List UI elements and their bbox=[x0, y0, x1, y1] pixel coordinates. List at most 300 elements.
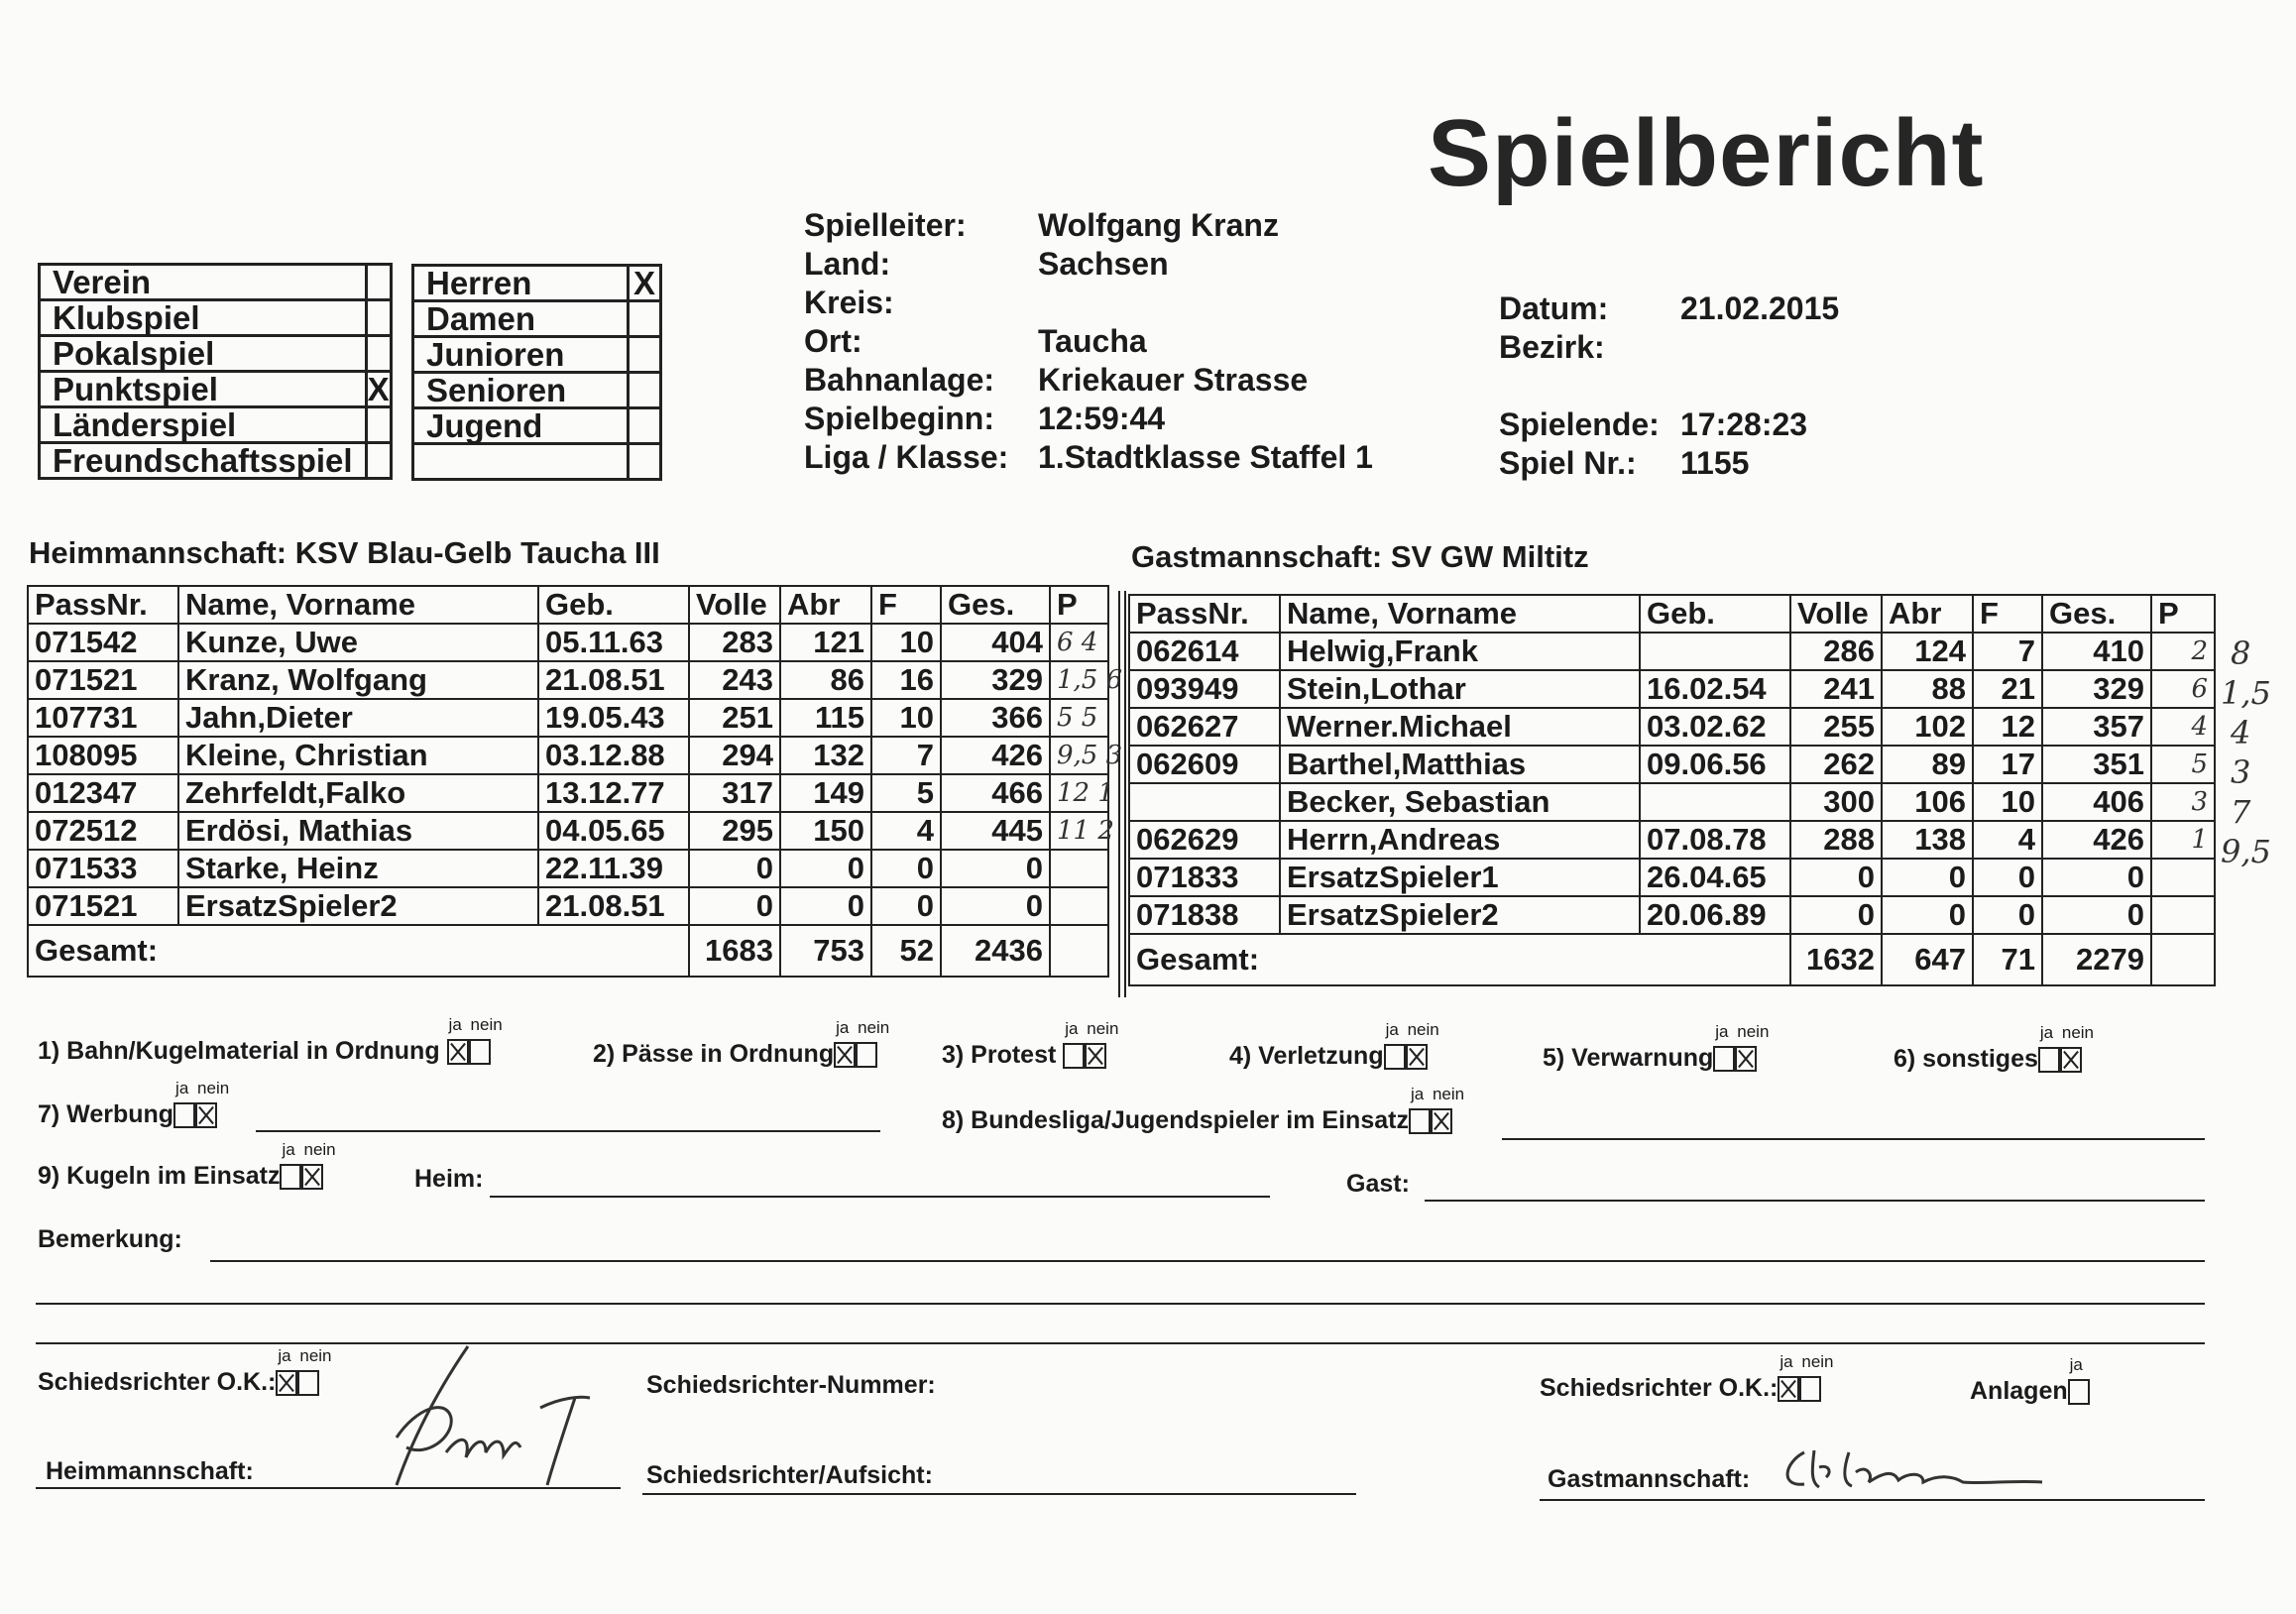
geb-cell: 07.08.78 bbox=[1640, 821, 1790, 859]
total-abr: 647 bbox=[1882, 934, 1973, 985]
p-cell: 1,5 6 bbox=[1050, 661, 1108, 699]
checkbox-nein[interactable] bbox=[301, 1164, 323, 1190]
question-label: 5) Verwarnung bbox=[1543, 1044, 1714, 1072]
game-type-check[interactable] bbox=[366, 265, 391, 300]
checkbox-nein[interactable] bbox=[1799, 1376, 1821, 1402]
checkbox-nein[interactable] bbox=[1431, 1108, 1452, 1134]
volle-cell: 300 bbox=[1790, 783, 1882, 821]
home-col-header: Volle bbox=[689, 586, 780, 624]
table-row bbox=[28, 812, 1108, 850]
total-label: Gesamt: bbox=[28, 925, 689, 977]
abr-cell: 0 bbox=[780, 887, 871, 925]
p-cell bbox=[2151, 896, 2215, 934]
game-type-check[interactable]: X bbox=[367, 371, 390, 407]
table-row bbox=[28, 887, 1108, 925]
kreis-label: Kreis: bbox=[804, 285, 894, 320]
f-cell: 4 bbox=[871, 812, 941, 850]
pass-cell: 108095 bbox=[28, 737, 178, 774]
guest-col-header: PassNr. bbox=[1129, 595, 1280, 633]
question-6 bbox=[1894, 1023, 2095, 1074]
question-label: 6) sonstiges bbox=[1894, 1045, 2038, 1073]
spielnr-value: 1155 bbox=[1680, 445, 1750, 481]
home-col-header: Abr bbox=[780, 586, 871, 624]
pass-cell: 071521 bbox=[28, 887, 178, 925]
question-2 bbox=[593, 1018, 890, 1069]
volle-cell: 243 bbox=[689, 661, 780, 699]
f-cell: 21 bbox=[1973, 670, 2042, 708]
pass-cell: 093949 bbox=[1129, 670, 1280, 708]
geb-cell: 21.08.51 bbox=[538, 887, 689, 925]
f-cell: 10 bbox=[1973, 783, 2042, 821]
abr-cell: 150 bbox=[780, 812, 871, 850]
geb-cell bbox=[1640, 783, 1790, 821]
gast-line[interactable] bbox=[1425, 1200, 2205, 1202]
bahnanlage-value: Kriekauer Strasse bbox=[1038, 362, 1309, 398]
liga-label: Liga / Klasse: bbox=[804, 439, 1009, 475]
abr-cell: 86 bbox=[780, 661, 871, 699]
land-value: Sachsen bbox=[1038, 246, 1169, 282]
land-label: Land: bbox=[804, 246, 891, 282]
f-cell: 10 bbox=[871, 699, 941, 737]
name-cell: ErsatzSpieler1 bbox=[1280, 859, 1640, 896]
spielleiter-value: Wolfgang Kranz bbox=[1038, 207, 1279, 243]
handwritten-mark: 7 bbox=[2231, 793, 2251, 831]
name-cell: Jahn,Dieter bbox=[178, 699, 538, 737]
ges-cell: 466 bbox=[941, 774, 1050, 812]
handwritten-mark: 4 bbox=[2231, 714, 2251, 751]
f-cell: 16 bbox=[871, 661, 941, 699]
volle-cell: 295 bbox=[689, 812, 780, 850]
bemerkung-line[interactable] bbox=[36, 1342, 2205, 1344]
guest-col-header: Volle bbox=[1790, 595, 1882, 633]
checkbox-ja[interactable] bbox=[1063, 1043, 1085, 1069]
question-label: 2) Pässe in Ordnung bbox=[593, 1040, 835, 1068]
ja-label: ja bbox=[836, 1018, 850, 1037]
guest-signature bbox=[1775, 1442, 2062, 1502]
pass-cell: 071533 bbox=[28, 850, 178, 887]
pass-cell: 072512 bbox=[28, 812, 178, 850]
geb-cell bbox=[1640, 633, 1790, 670]
p-cell: 6 4 bbox=[1050, 624, 1108, 661]
volle-cell: 0 bbox=[1790, 896, 1882, 934]
geb-cell: 04.05.65 bbox=[538, 812, 689, 850]
name-cell: ErsatzSpieler2 bbox=[1280, 896, 1640, 934]
pass-cell: 012347 bbox=[28, 774, 178, 812]
pass-cell: 062627 bbox=[1129, 708, 1280, 746]
f-cell: 0 bbox=[1973, 896, 2042, 934]
name-cell: Herrn,Andreas bbox=[1280, 821, 1640, 859]
volle-cell: 294 bbox=[689, 737, 780, 774]
page-title: Spielbericht bbox=[1428, 100, 1985, 206]
name-cell: Kranz, Wolfgang bbox=[178, 661, 538, 699]
nein-label: nein bbox=[2061, 1023, 2095, 1042]
table-row bbox=[1129, 783, 2215, 821]
ja-label: ja bbox=[1779, 1352, 1793, 1371]
ges-cell: 426 bbox=[2042, 821, 2151, 859]
heim-label: Heim: bbox=[414, 1165, 484, 1193]
abr-cell: 106 bbox=[1882, 783, 1973, 821]
ges-cell: 366 bbox=[941, 699, 1050, 737]
guest-table bbox=[1128, 594, 2216, 986]
geb-cell: 20.06.89 bbox=[1640, 896, 1790, 934]
game-type-label: Klubspiel bbox=[40, 300, 367, 336]
table-row bbox=[28, 661, 1108, 699]
checkbox-ja[interactable] bbox=[447, 1039, 469, 1065]
geb-cell: 13.12.77 bbox=[538, 774, 689, 812]
p-cell: 5 5 bbox=[1050, 699, 1108, 737]
checkbox-ja[interactable] bbox=[834, 1042, 856, 1068]
home-col-header: Geb. bbox=[538, 586, 689, 624]
ges-cell: 0 bbox=[941, 887, 1050, 925]
f-cell: 5 bbox=[871, 774, 941, 812]
question-label: 8) Bundesliga/Jugendspieler im Einsatz bbox=[942, 1106, 1409, 1134]
volle-cell: 262 bbox=[1790, 746, 1882, 783]
question-7 bbox=[38, 1079, 230, 1129]
table-row bbox=[1129, 670, 2215, 708]
p-cell bbox=[1050, 850, 1108, 887]
game-type-label: Länderspiel bbox=[40, 407, 367, 443]
volle-cell: 0 bbox=[689, 887, 780, 925]
date-info bbox=[1499, 289, 1839, 367]
name-cell: Erdösi, Mathias bbox=[178, 812, 538, 850]
nein-label: nein bbox=[1737, 1022, 1770, 1041]
checkbox-ja[interactable] bbox=[1384, 1044, 1406, 1070]
category-check[interactable] bbox=[629, 408, 661, 444]
p-cell: 12 1 bbox=[1050, 774, 1108, 812]
table-row bbox=[28, 737, 1108, 774]
spielnr-label: Spiel Nr.: bbox=[1499, 445, 1637, 481]
guest-col-header: Name, Vorname bbox=[1280, 595, 1640, 633]
match-info bbox=[804, 206, 1373, 477]
guest-col-header: Abr bbox=[1882, 595, 1973, 633]
geb-cell: 26.04.65 bbox=[1640, 859, 1790, 896]
abr-cell: 124 bbox=[1882, 633, 1973, 670]
total-abr: 753 bbox=[780, 925, 871, 977]
checkbox-nein[interactable] bbox=[195, 1102, 217, 1128]
abr-cell: 0 bbox=[780, 850, 871, 887]
abr-cell: 102 bbox=[1882, 708, 1973, 746]
category-check[interactable] bbox=[629, 444, 661, 480]
abr-cell: 0 bbox=[1882, 896, 1973, 934]
ja-label: ja bbox=[278, 1346, 291, 1365]
handwritten-mark: 1,5 bbox=[2221, 674, 2271, 712]
question-8 bbox=[942, 1085, 1465, 1135]
handwritten-mark: 9,5 bbox=[2221, 833, 2271, 870]
datum-value: 21.02.2015 bbox=[1680, 290, 1840, 326]
question-9 bbox=[38, 1140, 336, 1191]
table-row bbox=[28, 699, 1108, 737]
pass-cell bbox=[1129, 783, 1280, 821]
abr-cell: 149 bbox=[780, 774, 871, 812]
name-cell: Kleine, Christian bbox=[178, 737, 538, 774]
werbung-line[interactable] bbox=[256, 1130, 880, 1132]
category-check[interactable] bbox=[629, 337, 661, 373]
ges-cell: 404 bbox=[941, 624, 1050, 661]
total-volle: 1632 bbox=[1790, 934, 1882, 985]
f-cell: 12 bbox=[1973, 708, 2042, 746]
p-cell: 9,5 3 bbox=[1050, 737, 1108, 774]
geb-cell: 09.06.56 bbox=[1640, 746, 1790, 783]
f-cell: 7 bbox=[1973, 633, 2042, 670]
gastmannschaft-label: Gastmannschaft: bbox=[1548, 1465, 1751, 1493]
ja-label: ja bbox=[1715, 1022, 1729, 1041]
ja-label: ja bbox=[175, 1079, 189, 1097]
category-check[interactable] bbox=[629, 373, 661, 408]
ges-cell: 329 bbox=[941, 661, 1050, 699]
ja-label: ja bbox=[282, 1140, 295, 1159]
handwritten-mark: 8 bbox=[2231, 634, 2251, 672]
table-row bbox=[28, 774, 1108, 812]
geb-cell: 03.12.88 bbox=[538, 737, 689, 774]
total-p bbox=[1050, 925, 1108, 977]
volle-cell: 241 bbox=[1790, 670, 1882, 708]
geb-cell: 21.08.51 bbox=[538, 661, 689, 699]
checkbox-ja[interactable] bbox=[1409, 1108, 1431, 1134]
checkbox-nein[interactable] bbox=[1735, 1046, 1757, 1072]
ges-cell: 0 bbox=[2042, 859, 2151, 896]
sr-nummer-label: Schiedsrichter-Nummer: bbox=[646, 1371, 936, 1399]
abr-cell: 88 bbox=[1882, 670, 1973, 708]
checkbox-ja[interactable] bbox=[1778, 1376, 1799, 1402]
p-cell: 11 2 bbox=[1050, 812, 1108, 850]
nein-label: nein bbox=[1801, 1352, 1834, 1371]
datum-label: Datum: bbox=[1499, 290, 1609, 326]
volle-cell: 251 bbox=[689, 699, 780, 737]
anlagen-label: Anlagen bbox=[1970, 1377, 2068, 1405]
question-label: 3) Protest bbox=[942, 1041, 1057, 1069]
geb-cell: 22.11.39 bbox=[538, 850, 689, 887]
category-label: Damen bbox=[413, 301, 629, 337]
heimmannschaft-line[interactable] bbox=[36, 1487, 621, 1489]
p-cell: 3 bbox=[2151, 783, 2215, 821]
nein-label: nein bbox=[303, 1140, 336, 1159]
sr-ok-label: Schiedsrichter O.K.: bbox=[38, 1368, 277, 1396]
spielende-label: Spielende: bbox=[1499, 406, 1660, 442]
name-cell: Helwig,Frank bbox=[1280, 633, 1640, 670]
name-cell: Werner.Michael bbox=[1280, 708, 1640, 746]
game-type-label: Pokalspiel bbox=[40, 336, 367, 372]
total-p bbox=[2151, 934, 2215, 985]
sr-ok-guest bbox=[1540, 1352, 1834, 1403]
category-check[interactable] bbox=[629, 301, 661, 337]
game-type-label: Freundschaftsspiel bbox=[40, 443, 367, 479]
game-type-check[interactable] bbox=[366, 407, 391, 443]
abr-cell: 138 bbox=[1882, 821, 1973, 859]
volle-cell: 0 bbox=[689, 850, 780, 887]
volle-cell: 283 bbox=[689, 624, 780, 661]
checkbox-nein[interactable] bbox=[297, 1370, 319, 1396]
ges-cell: 0 bbox=[941, 850, 1050, 887]
home-col-header: Ges. bbox=[941, 586, 1050, 624]
table-row bbox=[1129, 896, 2215, 934]
guest-col-header: Ges. bbox=[2042, 595, 2151, 633]
home-col-header: PassNr. bbox=[28, 586, 178, 624]
spielbeginn-value: 12:59:44 bbox=[1038, 401, 1166, 436]
checkbox-nein[interactable] bbox=[2060, 1047, 2082, 1073]
checkbox-ja[interactable] bbox=[280, 1164, 301, 1190]
name-cell: Kunze, Uwe bbox=[178, 624, 538, 661]
table-divider bbox=[1118, 591, 1126, 997]
f-cell: 0 bbox=[1973, 859, 2042, 896]
pass-cell: 071521 bbox=[28, 661, 178, 699]
anlagen bbox=[1970, 1355, 2090, 1406]
f-cell: 0 bbox=[871, 850, 941, 887]
handwritten-mark: 3 bbox=[2231, 753, 2251, 791]
game-type-check[interactable] bbox=[366, 336, 391, 372]
question-5 bbox=[1543, 1022, 1770, 1073]
table-row bbox=[1129, 746, 2215, 783]
pass-cell: 107731 bbox=[28, 699, 178, 737]
spielbeginn-label: Spielbeginn: bbox=[804, 401, 994, 436]
total-row bbox=[28, 925, 1108, 977]
p-cell: 6 bbox=[2151, 670, 2215, 708]
volle-cell: 255 bbox=[1790, 708, 1882, 746]
bemerkung-label: Bemerkung: bbox=[38, 1225, 182, 1253]
nein-label: nein bbox=[1087, 1019, 1119, 1038]
category-label: Senioren bbox=[413, 373, 629, 408]
liga-value: 1.Stadtklasse Staffel 1 bbox=[1038, 439, 1373, 475]
table-row bbox=[28, 624, 1108, 661]
geb-cell: 16.02.54 bbox=[1640, 670, 1790, 708]
ja-label: ja bbox=[1410, 1085, 1425, 1103]
checkbox-nein[interactable] bbox=[1085, 1043, 1106, 1069]
table-row bbox=[1129, 708, 2215, 746]
question-label: 1) Bahn/Kugelmaterial in Ordnung bbox=[38, 1037, 440, 1065]
volle-cell: 317 bbox=[689, 774, 780, 812]
home-col-header: P bbox=[1050, 586, 1108, 624]
checkbox-ja[interactable] bbox=[2038, 1047, 2060, 1073]
heim-line[interactable] bbox=[490, 1196, 1270, 1198]
total-row bbox=[1129, 934, 2215, 985]
time-info bbox=[1499, 405, 1807, 483]
nein-label: nein bbox=[1407, 1020, 1439, 1039]
category-box bbox=[411, 264, 662, 481]
bahnanlage-label: Bahnanlage: bbox=[804, 362, 995, 398]
category-label: Herren bbox=[413, 266, 629, 301]
nein-label: nein bbox=[197, 1079, 230, 1097]
pass-cell: 071542 bbox=[28, 624, 178, 661]
bundesliga-line[interactable] bbox=[1502, 1138, 2205, 1140]
p-cell bbox=[1050, 887, 1108, 925]
f-cell: 10 bbox=[871, 624, 941, 661]
ges-cell: 426 bbox=[941, 737, 1050, 774]
ges-cell: 357 bbox=[2042, 708, 2151, 746]
table-row bbox=[1129, 633, 2215, 670]
checkbox-ja[interactable] bbox=[276, 1370, 297, 1396]
pass-cell: 062614 bbox=[1129, 633, 1280, 670]
p-cell: 2 bbox=[2151, 633, 2215, 670]
sr-aufsicht-line[interactable] bbox=[642, 1493, 1356, 1495]
p-cell: 4 bbox=[2151, 708, 2215, 746]
total-ges: 2436 bbox=[941, 925, 1050, 977]
home-col-header: F bbox=[871, 586, 941, 624]
game-type-check[interactable] bbox=[366, 300, 391, 336]
question-label: 7) Werbung bbox=[38, 1100, 174, 1128]
home-team-label: Heimmannschaft: KSV Blau-Gelb Taucha III bbox=[29, 535, 660, 570]
nein-label: nein bbox=[1432, 1085, 1465, 1103]
category-check[interactable]: X bbox=[629, 266, 661, 301]
spielende-value: 17:28:23 bbox=[1680, 406, 1808, 442]
checkbox-ja[interactable] bbox=[173, 1102, 195, 1128]
name-cell: Barthel,Matthias bbox=[1280, 746, 1640, 783]
bezirk-label: Bezirk: bbox=[1499, 329, 1605, 365]
f-cell: 17 bbox=[1973, 746, 2042, 783]
abr-cell: 0 bbox=[1882, 859, 1973, 896]
sr-ok-label: Schiedsrichter O.K.: bbox=[1540, 1374, 1779, 1402]
question-4 bbox=[1229, 1020, 1439, 1071]
ja-label: ja bbox=[448, 1015, 462, 1034]
pass-cell: 071838 bbox=[1129, 896, 1280, 934]
f-cell: 7 bbox=[871, 737, 941, 774]
pass-cell: 062609 bbox=[1129, 746, 1280, 783]
total-volle: 1683 bbox=[689, 925, 780, 977]
question-label: 9) Kugeln im Einsatz bbox=[38, 1162, 281, 1190]
abr-cell: 89 bbox=[1882, 746, 1973, 783]
geb-cell: 03.02.62 bbox=[1640, 708, 1790, 746]
guest-col-header: Geb. bbox=[1640, 595, 1790, 633]
question-1 bbox=[38, 1015, 503, 1066]
geb-cell: 19.05.43 bbox=[538, 699, 689, 737]
abr-cell: 132 bbox=[780, 737, 871, 774]
game-type-check[interactable] bbox=[366, 443, 391, 479]
nein-label: nein bbox=[299, 1346, 332, 1365]
abr-cell: 115 bbox=[780, 699, 871, 737]
total-ges: 2279 bbox=[2042, 934, 2151, 985]
ja-label: ja bbox=[1385, 1020, 1399, 1039]
game-type-box bbox=[38, 263, 393, 480]
sr-ok-home bbox=[38, 1346, 332, 1397]
p-cell: 5 bbox=[2151, 746, 2215, 783]
ja-label: ja bbox=[2069, 1355, 2083, 1374]
total-f: 71 bbox=[1973, 934, 2042, 985]
ges-cell: 329 bbox=[2042, 670, 2151, 708]
category-label: Junioren bbox=[413, 337, 629, 373]
checkbox-ja[interactable] bbox=[2068, 1379, 2090, 1405]
checkbox-nein[interactable] bbox=[856, 1042, 877, 1068]
heimmannschaft-label: Heimmannschaft: bbox=[46, 1457, 254, 1485]
table-row bbox=[28, 850, 1108, 887]
spielleiter-label: Spielleiter: bbox=[804, 207, 967, 243]
geb-cell: 05.11.63 bbox=[538, 624, 689, 661]
volle-cell: 286 bbox=[1790, 633, 1882, 670]
pass-cell: 071833 bbox=[1129, 859, 1280, 896]
p-cell bbox=[2151, 859, 2215, 896]
total-label: Gesamt: bbox=[1129, 934, 1790, 985]
checkbox-nein[interactable] bbox=[469, 1039, 491, 1065]
abr-cell: 121 bbox=[780, 624, 871, 661]
f-cell: 4 bbox=[1973, 821, 2042, 859]
name-cell: Starke, Heinz bbox=[178, 850, 538, 887]
checkbox-nein[interactable] bbox=[1406, 1044, 1428, 1070]
f-cell: 0 bbox=[871, 887, 941, 925]
question-label: 4) Verletzung bbox=[1229, 1042, 1384, 1070]
home-table bbox=[27, 585, 1123, 978]
ges-cell: 351 bbox=[2042, 746, 2151, 783]
category-label bbox=[413, 444, 629, 480]
nein-label: nein bbox=[858, 1018, 890, 1037]
bemerkung-line[interactable] bbox=[210, 1260, 2205, 1262]
checkbox-ja[interactable] bbox=[1713, 1046, 1735, 1072]
home-signature bbox=[377, 1338, 605, 1487]
category-label: Jugend bbox=[413, 408, 629, 444]
bemerkung-line[interactable] bbox=[36, 1303, 2205, 1305]
sr-aufsicht-label: Schiedsrichter/Aufsicht: bbox=[646, 1461, 933, 1489]
guest-team-label: Gastmannschaft: SV GW Miltitz bbox=[1131, 539, 1589, 574]
pass-cell: 062629 bbox=[1129, 821, 1280, 859]
name-cell: Becker, Sebastian bbox=[1280, 783, 1640, 821]
gast-label: Gast: bbox=[1346, 1170, 1410, 1198]
name-cell: ErsatzSpieler2 bbox=[178, 887, 538, 925]
